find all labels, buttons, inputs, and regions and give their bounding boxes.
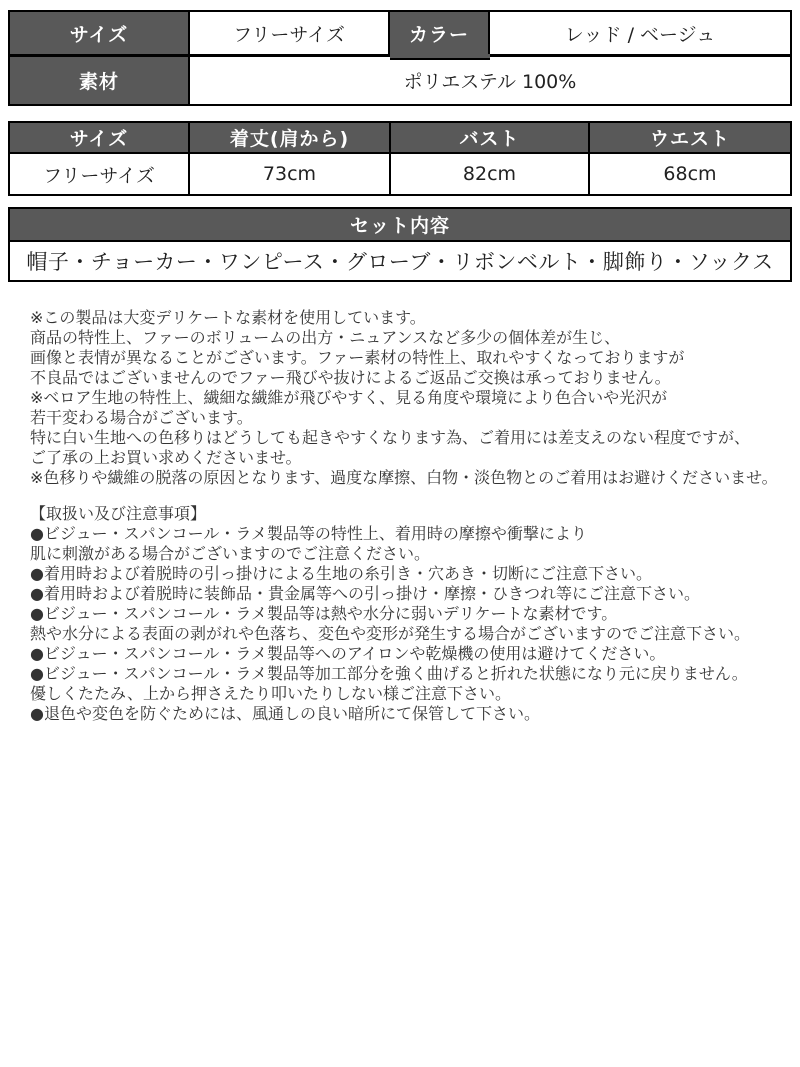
handling-line: 肌に刺激がある場合がございますのでご注意ください。 bbox=[30, 544, 431, 563]
measurements-header-bust: バスト bbox=[391, 123, 590, 152]
note-line: ※ベロア生地の特性上、繊細な繊維が飛びやすく、見る角度や環境により色合いや光沢が bbox=[30, 388, 668, 407]
note-line: ※色移りや繊維の脱落の原因となります、過度な摩擦、白物・淡色物とのご着用はお避けくださいませ。 bbox=[30, 468, 778, 487]
note-line: 特に白い生地への色移りはどうしても起きやすくなります為、ご着用には差支えのない程度ですが、 bbox=[30, 428, 751, 447]
handling-line: 優しくたたみ、上から押さえたり叩いたりしない様ご注意下さい。 bbox=[30, 684, 511, 703]
measurements-waist-value: 68cm bbox=[590, 154, 790, 194]
measurements-size-value: フリーサイズ bbox=[10, 154, 190, 194]
handling-line: ●ビジュー・スパンコール・ラメ製品等へのアイロンや乾燥機の使用は避けてください。 bbox=[30, 644, 666, 663]
handling-line: ●退色や変色を防ぐためには、風通しの良い暗所にて保管して下さい。 bbox=[30, 704, 540, 723]
handling-line: ●ビジュー・スパンコール・ラメ製品等加工部分を強く曲げると折れた状態になり元に戻りません。 bbox=[30, 664, 748, 683]
note-line: 若干変わる場合がございます。 bbox=[30, 408, 253, 427]
measurements-table bbox=[8, 121, 792, 196]
note-line: 商品の特性上、ファーのボリュームの出方・ニュアンスなど多少の個体差が生じ、 bbox=[30, 328, 621, 347]
handling-line: 熱や水分による表面の剥がれや色落ち、変色や変形が発生する場合がございますのでご注意下さい。 bbox=[30, 624, 751, 643]
measurements-header-size: サイズ bbox=[10, 123, 190, 152]
size-value-cell: フリーサイズ bbox=[190, 12, 390, 54]
color-header-cell: カラー bbox=[390, 12, 490, 54]
measurements-bust-value: 82cm bbox=[391, 154, 590, 194]
spec-table-row-size-color bbox=[10, 12, 790, 57]
measurements-header-waist: ウエスト bbox=[590, 123, 790, 152]
measurements-header-length: 着丈(肩から) bbox=[190, 123, 391, 152]
color-value-cell: レッド / ベージュ bbox=[490, 12, 790, 54]
note-line: 画像と表情が異なることがございます。ファー素材の特性上、取れやすくなっておりますが bbox=[30, 348, 685, 367]
handling-line: ●ビジュー・スパンコール・ラメ製品等は熱や水分に弱いデリケートな素材です。 bbox=[30, 604, 618, 623]
measurements-header-row bbox=[10, 123, 790, 154]
set-contents-table bbox=[8, 207, 792, 282]
set-contents-header-row bbox=[10, 209, 790, 242]
set-contents-data-row bbox=[10, 242, 790, 280]
measurements-data-row bbox=[10, 154, 790, 194]
handling-line: ●ビジュー・スパンコール・ラメ製品等の特性上、着用時の摩擦や衝撃により bbox=[30, 524, 587, 543]
note-line: 不良品ではございませんのでファー飛びや抜けによるご返品ご交換は承っておりません。 bbox=[30, 368, 671, 387]
spec-table-row-material bbox=[10, 57, 790, 104]
handling-title: 【取扱い及び注意事項】 bbox=[30, 504, 207, 523]
set-contents-items: 帽子・チョーカー・ワンピース・グローブ・リボンベルト・脚飾り・ソックス bbox=[10, 242, 790, 280]
handling-line: ●着用時および着脱時の引っ掛けによる生地の糸引き・穴あき・切断にご注意下さい。 bbox=[30, 564, 652, 583]
note-line: ※この製品は大変デリケートな素材を使用しています。 bbox=[30, 308, 426, 327]
measurements-length-value: 73cm bbox=[190, 154, 391, 194]
material-header-cell: 素材 bbox=[10, 57, 190, 104]
material-notes-block bbox=[30, 308, 790, 488]
note-line: ご了承の上お買い求めくださいませ。 bbox=[30, 448, 302, 467]
set-contents-title: セット内容 bbox=[10, 209, 790, 240]
material-value-cell: ポリエステル 100% bbox=[190, 57, 790, 104]
handling-line: ●着用時および着脱時に装飾品・貴金属等への引っ掛け・摩擦・ひきつれ等にご注意下さい。 bbox=[30, 584, 700, 603]
spec-table bbox=[8, 10, 792, 106]
handling-instructions-block bbox=[30, 504, 790, 724]
size-header-cell: サイズ bbox=[10, 12, 190, 54]
